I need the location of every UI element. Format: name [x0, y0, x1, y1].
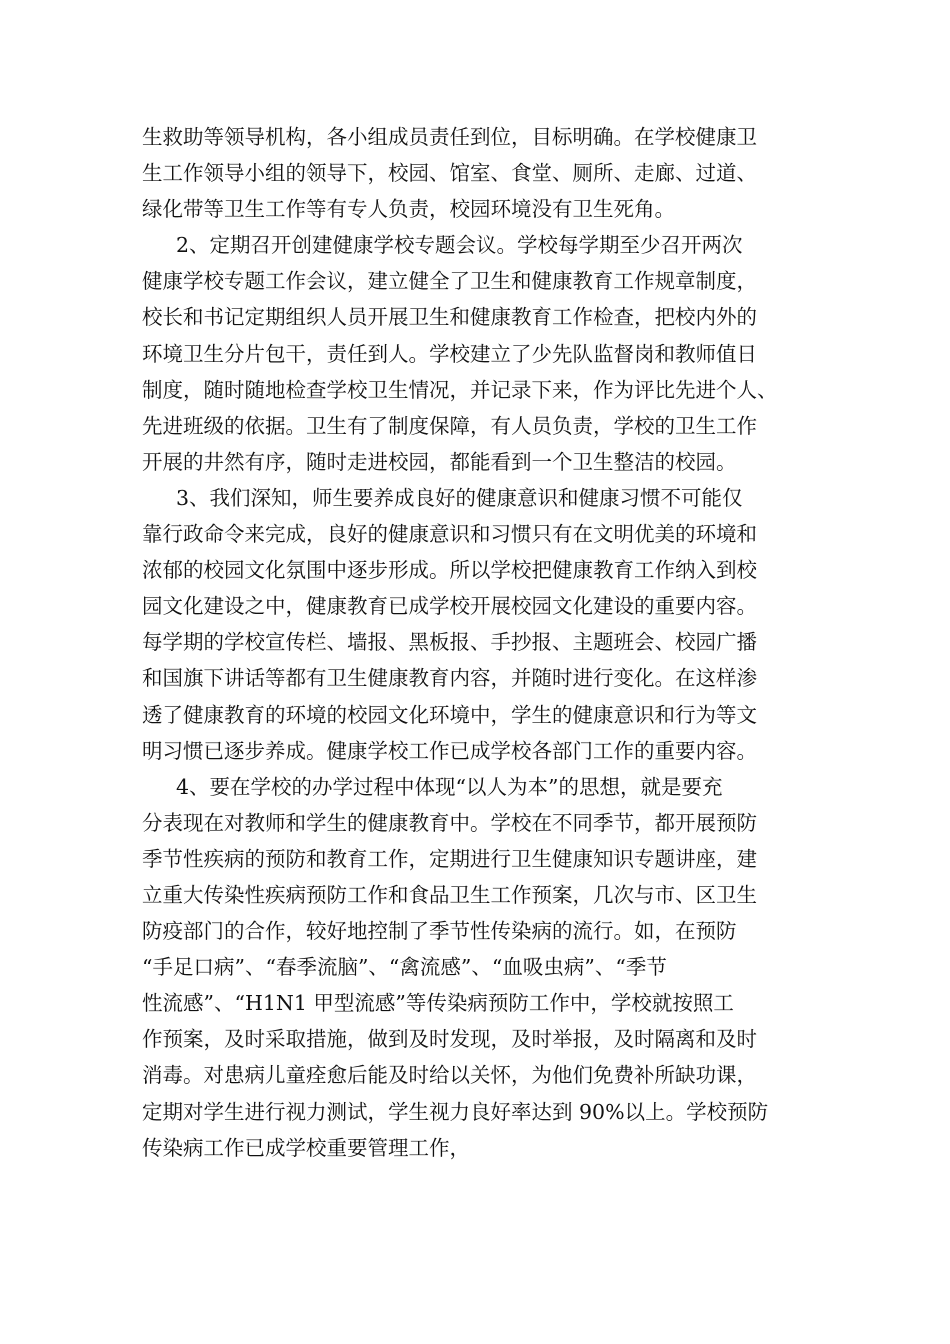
- text-line-24: “手足口病”、“春季流脑”、“禽流感”、“血吸虫病”、“季节: [142, 955, 667, 980]
- text-line-29: 传染病工作已成学校重要管理工作，: [142, 1135, 470, 1160]
- text-line-2: 生工作领导小组的领导下，校园、馆室、食堂、厕所、走廊、过道、: [142, 161, 757, 186]
- text-line-16: 和国旗下讲话等都有卫生健康教育内容，并随时进行变化。在这样渗: [142, 666, 757, 691]
- text-line-5: 健康学校专题工作会议，建立健全了卫生和健康教育工作规章制度，: [142, 269, 757, 294]
- text-line-23: 防疫部门的合作，较好地控制了季节性传染病的流行。如，在预防: [142, 919, 737, 944]
- text-line-25: 性流感”、“H1N1 甲型流感”等传染病预防工作中，学校就按照工: [142, 991, 734, 1016]
- text-line-26: 作预案，及时采取措施，做到及时发现，及时举报，及时隔离和及时: [142, 1027, 757, 1052]
- document-body: [142, 119, 824, 1166]
- text-line-11: 3、我们深知，师生要养成良好的健康意识和健康习惯不可能仅: [176, 485, 743, 510]
- text-line-20: 分表现在对教师和学生的健康教育中。学校在不同季节，都开展预防: [142, 810, 757, 835]
- text-line-13: 浓郁的校园文化氛围中逐步形成。所以学校把健康教育工作纳入到校: [142, 558, 757, 583]
- text-line-21: 季节性疾病的预防和教育工作，定期进行卫生健康知识专题讲座，建: [142, 846, 757, 871]
- text-line-8: 制度，随时随地检查学校卫生情况，并记录下来，作为评比先进个人、: [142, 377, 778, 402]
- text-line-28: 定期对学生进行视力测试，学生视力良好率达到 90%以上。学校预防: [142, 1099, 769, 1124]
- text-line-7: 环境卫生分片包干，责任到人。学校建立了少先队监督岗和教师值日: [142, 341, 757, 366]
- text-line-10: 开展的井然有序，随时走进校园，都能看到一个卫生整洁的校园。: [142, 449, 737, 474]
- text-line-6: 校长和书记定期组织人员开展卫生和健康教育工作检查，把校内外的: [142, 305, 757, 330]
- text-line-12: 靠行政命令来完成，良好的健康意识和习惯只有在文明优美的环境和: [142, 522, 757, 547]
- text-line-17: 透了健康教育的环境的校园文化环境中，学生的健康意识和行为等文: [142, 702, 757, 727]
- text-line-14: 园文化建设之中，健康教育已成学校开展校园文化建设的重要内容。: [142, 594, 757, 619]
- text-line-18: 明习惯已逐步养成。健康学校工作已成学校各部门工作的重要内容。: [142, 738, 757, 763]
- text-line-15: 每学期的学校宣传栏、墙报、黑板报、手抄报、主题班会、校园广播: [142, 630, 757, 655]
- text-line-1: 生救助等领导机构，各小组成员责任到位，目标明确。在学校健康卫: [142, 125, 757, 149]
- text-line-22: 立重大传染性疾病预防工作和食品卫生工作预案，几次与市、区卫生: [142, 882, 757, 907]
- text-line-27: 消毒。对患病儿童痊愈后能及时给以关怀，为他们免费补所缺功课，: [142, 1063, 757, 1088]
- text-line-4: 2、定期召开创建健康学校专题会议。学校每学期至少召开两次: [176, 233, 743, 258]
- text-line-9: 先进班级的依据。卫生有了制度保障，有人员负责，学校的卫生工作: [142, 413, 757, 438]
- text-line-19: 4、要在学校的办学过程中体现“以人为本”的思想，就是要充: [176, 774, 723, 799]
- text-line-3: 绿化带等卫生工作等有专人负责，校园环境没有卫生死角。: [142, 197, 675, 222]
